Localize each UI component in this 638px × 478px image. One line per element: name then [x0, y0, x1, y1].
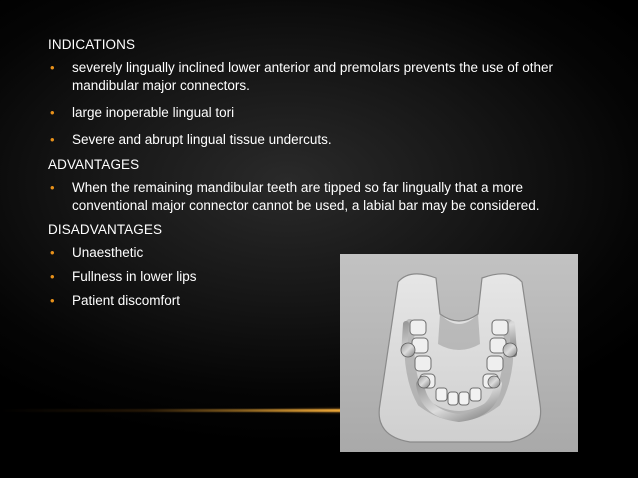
list-item [48, 104, 598, 122]
bullet-icon: • [50, 245, 55, 260]
advantages-list [48, 179, 598, 215]
dental-cast-photo [340, 254, 578, 452]
list-item [48, 179, 598, 215]
list-item-text: Severe and abrupt lingual tissue undercuts. [72, 132, 332, 147]
bullet-icon: • [50, 105, 55, 120]
bullet-icon: • [50, 180, 55, 195]
disadvantages-heading: DISADVANTAGES [48, 222, 163, 237]
bullet-icon: • [50, 293, 55, 308]
advantages-section [48, 156, 598, 215]
list-item-text: large inoperable lingual tori [72, 105, 235, 120]
indications-heading: INDICATIONS [48, 37, 136, 52]
list-item [48, 131, 598, 149]
indications-section [48, 36, 598, 149]
labial-bar-cast-illustration [340, 254, 578, 452]
list-item-text: When the remaining mandibular teeth are tipped so far lingually that a more conventional major connector cannot be used, a labial bar may be considered. [72, 180, 540, 213]
indications-list [48, 59, 598, 149]
list-item-text: severely lingually inclined lower anterior and premolars prevents the use of other mandibular major connectors. [72, 60, 554, 93]
list-item [48, 59, 598, 95]
list-item-text: Unaesthetic [72, 245, 144, 260]
bullet-icon: • [50, 269, 55, 284]
list-item-text: Patient discomfort [72, 293, 181, 308]
list-item-text: Fullness in lower lips [72, 269, 197, 284]
advantages-heading: ADVANTAGES [48, 157, 140, 172]
bullet-icon: • [50, 60, 55, 75]
bullet-icon: • [50, 132, 55, 147]
